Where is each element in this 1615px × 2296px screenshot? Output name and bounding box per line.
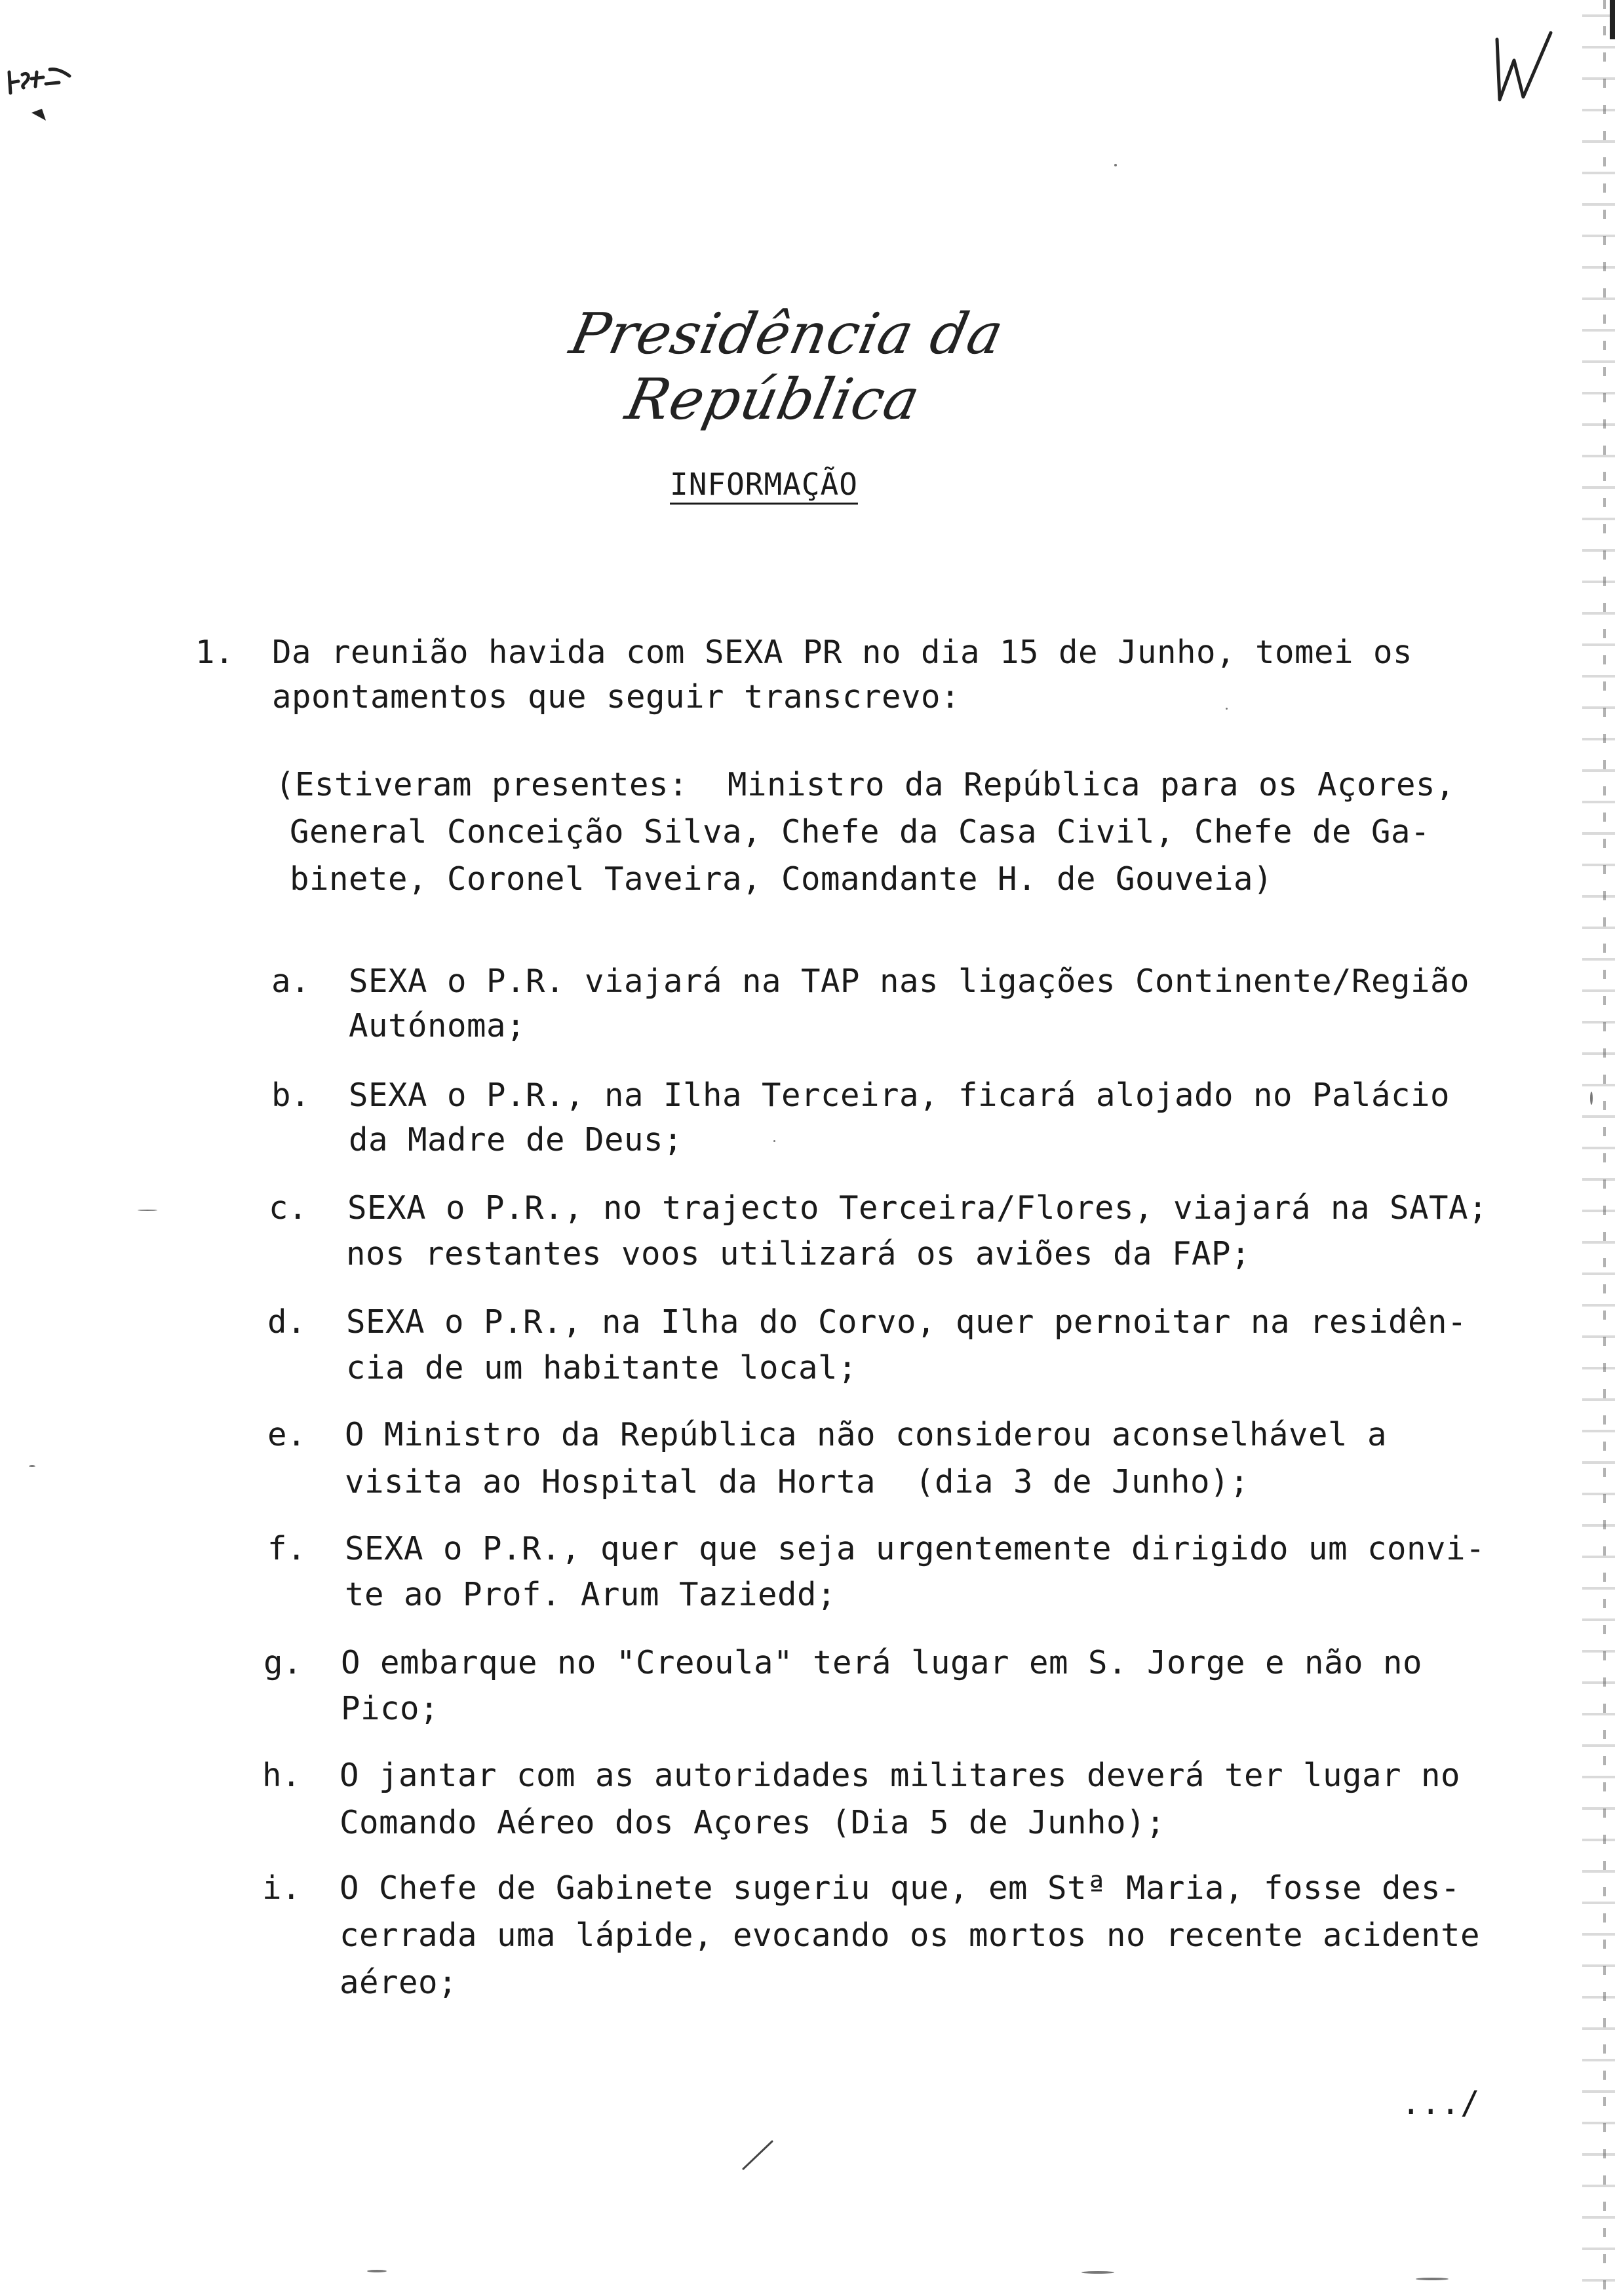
item-line: SEXA o P.R., no trajecto Terceira/Flores, viajará na SATA;: [347, 1189, 1489, 1227]
paragraph-line: apontamentos que seguir transcrevo:: [272, 678, 961, 716]
item-line: SEXA o P.R., quer que seja urgentemente dirigido um convi-: [345, 1530, 1486, 1567]
handwritten-corner-mark: [4, 52, 89, 138]
scan-speck: [29, 1465, 35, 1467]
continuation-mark: .../: [1401, 2084, 1481, 2122]
item-line: SEXA o P.R. viajará na TAP nas ligações Continente/Região: [349, 963, 1470, 1000]
item-letter: i.: [262, 1869, 302, 1907]
item-line: O Chefe de Gabinete sugeriu que, em Stª Maria, fosse des-: [340, 1869, 1461, 1907]
stray-pen-stroke: [739, 2136, 779, 2175]
document-title: INFORMAÇÃO: [670, 467, 858, 502]
scan-speck: [1226, 708, 1228, 710]
attendees-line: General Conceição Silva, Chefe da Casa Civil, Chefe de Ga-: [290, 813, 1431, 851]
item-line: Autónoma;: [349, 1007, 526, 1044]
item-letter: f.: [267, 1530, 307, 1567]
item-letter: e.: [267, 1416, 307, 1453]
scan-speck: [1590, 1092, 1593, 1105]
paragraph-number: 1.: [195, 634, 235, 671]
item-letter: d.: [267, 1303, 307, 1341]
scan-speck: [773, 1140, 775, 1142]
item-line: cerrada uma lápide, evocando os mortos no recente acidente: [340, 1917, 1481, 1954]
scan-edge-line: [1603, 0, 1606, 2296]
handwritten-initials-mark: [1488, 26, 1566, 111]
item-line: SEXA o P.R., na Ilha Terceira, ficará alojado no Palácio: [349, 1077, 1450, 1114]
attendees-line: binete, Coronel Taveira, Comandante H. de Gouveia): [290, 860, 1274, 898]
item-letter: h.: [262, 1757, 302, 1794]
item-line: te ao Prof. Arum Taziedd;: [345, 1576, 837, 1613]
letterhead: Presidência da República: [564, 301, 1009, 432]
item-letter: b.: [271, 1077, 311, 1114]
item-line: visita ao Hospital da Horta (dia 3 de Junho);: [345, 1463, 1250, 1501]
scan-speck: [1081, 2271, 1114, 2274]
item-letter: g.: [263, 1644, 303, 1681]
corner-mark: [1610, 0, 1615, 39]
item-letter: c.: [269, 1189, 308, 1227]
item-line: O jantar com as autoridades militares deverá ter lugar no: [340, 1757, 1461, 1794]
scan-edge-noise: [1582, 0, 1615, 2296]
scan-speck: [138, 1210, 157, 1211]
scan-speck: [1114, 164, 1117, 166]
item-line: SEXA o P.R., na Ilha do Corvo, quer pernoitar na residên-: [346, 1303, 1468, 1341]
item-line: Pico;: [341, 1690, 440, 1727]
scan-speck: [1416, 2278, 1449, 2280]
item-line: cia de um habitante local;: [346, 1349, 858, 1387]
item-line: nos restantes voos utilizará os aviões da FAP;: [346, 1235, 1251, 1272]
scan-speck: [367, 2270, 387, 2272]
item-letter: a.: [271, 963, 311, 1000]
paragraph-line: Da reunião havida com SEXA PR no dia 15 de Junho, tomei os: [272, 634, 1413, 671]
item-line: da Madre de Deus;: [349, 1121, 684, 1158]
item-line: O embarque no "Creoula" terá lugar em S. Jorge e não no: [341, 1644, 1423, 1681]
attendees-line: (Estiveram presentes: Ministro da República para os Açores,: [275, 766, 1456, 803]
item-line: Comando Aéreo dos Açores (Dia 5 de Junho);: [340, 1804, 1166, 1841]
item-line: aéreo;: [340, 1964, 458, 2001]
item-line: O Ministro da República não considerou aconselhável a: [345, 1416, 1388, 1453]
